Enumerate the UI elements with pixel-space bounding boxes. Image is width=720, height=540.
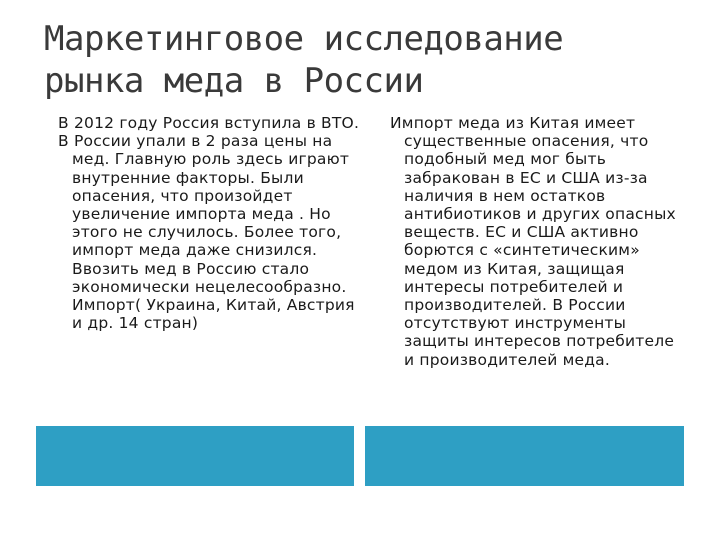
right-text-column (384, 114, 684, 369)
right-accent-bar (365, 426, 684, 486)
left-accent-bar (36, 426, 354, 486)
left-text-column (52, 114, 362, 332)
slide-title-line-1: Маркетинговое исследование (44, 19, 564, 59)
right-paragraph-china-import: Импорт меда из Китая имеет существенные опасения, что подобный мед мог быть забракован в ЕС и США из-за наличия в нем остатков антибиотиков и других опасных веществ. ЕС и США активно борются с «синтетическим» медом из Китая, защищая интересы потребителей и производителей. В России отсутствуют инструменты защиты интересов потребителе и производителей меда. (390, 114, 676, 369)
left-paragraph-wto: В 2012 году Россия вступила в ВТО. (58, 114, 360, 132)
slide-title-line-2: рынка меда в России (44, 61, 424, 101)
slide-title (44, 18, 684, 102)
left-paragraph-prices: В России упали в 2 раза цены на мед. Главную роль здесь играют внутренние факторы. Были опасения, что произойдет увеличение импорта меда . Но этого не случилось. Более того, импорт меда даже снизился. Ввозить мед в Россию стало экономически нецелесообразно. Импорт( Украина, Китай, Австрия и др. 14 стран) (58, 132, 355, 333)
